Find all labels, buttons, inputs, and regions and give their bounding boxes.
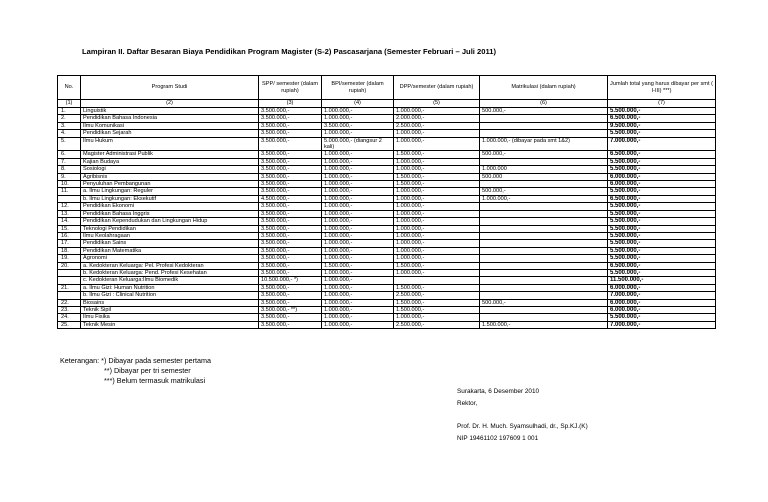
dpp-value: 1.000.000,- xyxy=(394,188,480,195)
signer-nip: NIP 19461102 197609 1 001 xyxy=(457,434,539,442)
matrikulasi-value xyxy=(480,247,608,254)
dpp-value: 1.000.000,- xyxy=(394,218,480,225)
total-value: 5.500.000,- xyxy=(608,247,716,254)
table-header-row xyxy=(58,76,716,100)
bpi-value: 1.000.000,- xyxy=(322,277,394,284)
row-no: 5. xyxy=(58,137,81,151)
program-name: Sosiologi xyxy=(81,166,259,173)
row-no xyxy=(58,277,81,284)
bpi-value: 1.000.000,- xyxy=(322,188,394,195)
matrikulasi-value xyxy=(480,203,608,210)
total-value: 5.500.000,- xyxy=(608,225,716,232)
index-cell: (6) xyxy=(480,100,608,108)
bpi-value: 1.000.000,- xyxy=(322,269,394,276)
dpp-value: 1.000.000,- xyxy=(394,130,480,137)
dpp-value xyxy=(394,277,480,284)
program-name: Agronomi xyxy=(81,255,259,262)
dpp-value: 1.500.000,- xyxy=(394,181,480,188)
dpp-value: 1.000.000,- xyxy=(394,269,480,276)
total-value: 6.500.000,- xyxy=(608,115,716,122)
signature-block xyxy=(457,386,588,444)
matrikulasi-value: 500.000,- xyxy=(480,108,608,115)
program-name: b. Kedokteran Keluarga: Pend. Profesi Kesehatan xyxy=(81,269,259,276)
program-name: Ilmu Fisika xyxy=(81,314,259,321)
spp-value: 3.500.000,- xyxy=(259,203,322,210)
program-name: Pendidikan Bahasa Inggris xyxy=(81,210,259,217)
table-row xyxy=(58,122,716,129)
total-value: 5.500.000,- xyxy=(608,158,716,165)
program-name: b. Ilmu Gizi : Clinical Nutrition xyxy=(81,292,259,299)
program-name: a. Ilmu Gizi: Human Nutrition xyxy=(81,284,259,291)
row-no: 14. xyxy=(58,218,81,225)
row-no: 8. xyxy=(58,166,81,173)
table-row xyxy=(58,203,716,210)
total-value: 5.500.000,- xyxy=(608,203,716,210)
dpp-value: 2.500.000,- xyxy=(394,292,480,299)
matrikulasi-value: 1.000.000,- (dibayar pada smt 1&2) xyxy=(480,137,608,151)
spp-value: 3.500.000,- xyxy=(259,218,322,225)
row-no: 24. xyxy=(58,314,81,321)
row-no: 13. xyxy=(58,210,81,217)
total-value: 9.500.000,- xyxy=(608,122,716,129)
program-name: c. Kedokteran Keluarga:Ilmu Biomedik xyxy=(81,277,259,284)
row-no xyxy=(58,269,81,276)
program-name: Ilmu Keolahragaan xyxy=(81,232,259,239)
dpp-value: 2.000.000,- xyxy=(394,115,480,122)
bpi-value: 1.000.000,- xyxy=(322,130,394,137)
fee-table xyxy=(57,75,716,329)
dpp-value: 1.500.000,- xyxy=(394,306,480,313)
table-row xyxy=(58,210,716,217)
dpp-value: 1.000.000,- xyxy=(394,247,480,254)
index-cell: (2) xyxy=(81,100,259,108)
dpp-value: 1.500.000,- xyxy=(394,151,480,158)
row-no: 21. xyxy=(58,284,81,291)
bpi-value: 1.000.000,- xyxy=(322,151,394,158)
notes-label: Keterangan: xyxy=(60,356,100,365)
table-row xyxy=(58,225,716,232)
table-row xyxy=(58,262,716,269)
spp-value: 3.500.000,- xyxy=(259,158,322,165)
bpi-value: 1.000.000,- xyxy=(322,115,394,122)
bpi-value: 1.500.000,- xyxy=(322,262,394,269)
bpi-value: 5.000.000,- (diangsur 2 kali) xyxy=(322,137,394,151)
row-no: 23. xyxy=(58,306,81,313)
dpp-value: 1.000.000,- xyxy=(394,232,480,239)
index-cell: (4) xyxy=(322,100,394,108)
spp-value: 3.500.000,- xyxy=(259,173,322,180)
spp-value: 3.500.000,- xyxy=(259,292,322,299)
dpp-value: 1.000.000,- xyxy=(394,255,480,262)
place-date: Surakarta, 6 Desember 2010 xyxy=(457,388,540,395)
table-row xyxy=(58,151,716,158)
spp-value: 3.500.000,- xyxy=(259,314,322,321)
table-row xyxy=(58,137,716,151)
spp-value: 3.500.000,- **) xyxy=(259,306,322,313)
header-no: No. xyxy=(58,76,81,100)
spp-value: 3.500.000,- xyxy=(259,255,322,262)
row-no: 20. xyxy=(58,262,81,269)
matrikulasi-value: 1.500.000,- xyxy=(480,321,608,328)
total-value: 5.500.000,- xyxy=(608,240,716,247)
program-name: Kajian Budaya xyxy=(81,158,259,165)
spp-value: 3.500.000,- xyxy=(259,137,322,151)
table-row xyxy=(58,218,716,225)
total-value: 5.500.000,- xyxy=(608,218,716,225)
table-row xyxy=(58,284,716,291)
row-no: 19. xyxy=(58,255,81,262)
header-dpp: DPP/semester (dalam rupiah) xyxy=(394,76,480,100)
index-cell: (1) xyxy=(58,100,81,108)
table-row xyxy=(58,158,716,165)
bpi-value: 1.000.000,- xyxy=(322,321,394,328)
total-value: 6.000.000,- xyxy=(608,299,716,306)
total-value: 11.500.000,- xyxy=(608,277,716,284)
program-name: Pendidikan Ekonomi xyxy=(81,203,259,210)
table-row xyxy=(58,247,716,254)
header-spp: SPP/ semester (dalam rupiah) xyxy=(259,76,322,100)
spp-value: 3.500.000,- xyxy=(259,210,322,217)
matrikulasi-value xyxy=(480,277,608,284)
bpi-value: 1.000.000,- xyxy=(322,210,394,217)
spp-value: 3.500.000,- xyxy=(259,321,322,328)
total-value: 5.500.000,- xyxy=(608,314,716,321)
bpi-value: 1.000.000,- xyxy=(322,247,394,254)
row-no: 10. xyxy=(58,181,81,188)
signer-name: Prof. Dr. H. Much. Syamsulhadi, dr., Sp.KJ.(K) xyxy=(457,423,588,430)
dpp-value: 1.500.000,- xyxy=(394,262,480,269)
total-value: 6.000.000,- xyxy=(608,173,716,180)
signer-role: Rektor, xyxy=(457,399,478,407)
total-value: 6.000.000,- xyxy=(608,306,716,313)
bpi-value: 1.000.000,- xyxy=(322,166,394,173)
matrikulasi-value xyxy=(480,232,608,239)
matrikulasi-value xyxy=(480,158,608,165)
row-no xyxy=(58,195,81,202)
total-value: 5.500.000,- xyxy=(608,232,716,239)
bpi-value: 1.000.000,- xyxy=(322,255,394,262)
matrikulasi-value: 500.000,- xyxy=(480,188,608,195)
row-no: 2. xyxy=(58,115,81,122)
table-row xyxy=(58,292,716,299)
header-program: Program Studi xyxy=(81,76,259,100)
dpp-value: 1.000.000,- xyxy=(394,203,480,210)
row-no: 3. xyxy=(58,122,81,129)
spp-value: 3.500.000,- xyxy=(259,166,322,173)
row-no xyxy=(58,292,81,299)
program-name: Linguistik xyxy=(81,108,259,115)
bpi-value: 1.000.000,- xyxy=(322,203,394,210)
matrikulasi-value xyxy=(480,130,608,137)
bpi-value: 1.000.000,- xyxy=(322,173,394,180)
total-value: 5.500.000,- xyxy=(608,166,716,173)
row-no: 6. xyxy=(58,151,81,158)
row-no: 1. xyxy=(58,108,81,115)
program-name: Pendidikan Sains xyxy=(81,240,259,247)
spp-value: 3.500.000,- xyxy=(259,122,322,129)
matrikulasi-value xyxy=(480,292,608,299)
table-row xyxy=(58,130,716,137)
row-no: 15. xyxy=(58,225,81,232)
spp-value: 3.500.000,- xyxy=(259,284,322,291)
header-total: Jumlah total yang harus dibayar per smt ( I-III) ***) xyxy=(608,76,716,100)
table-row xyxy=(58,321,716,328)
total-value: 7.000.000,- xyxy=(608,321,716,328)
row-no: 18. xyxy=(58,247,81,254)
total-value: 5.500.000,- xyxy=(608,210,716,217)
table-row xyxy=(58,108,716,115)
matrikulasi-value xyxy=(480,240,608,247)
program-name: Agribisnis xyxy=(81,173,259,180)
spp-value: 4.500.000,- xyxy=(259,195,322,202)
matrikulasi-value xyxy=(480,218,608,225)
header-matrikulasi: Matrikulasi (dalam rupiah) xyxy=(480,76,608,100)
note-3: ***) Belum termasuk matrikulasi xyxy=(104,376,206,385)
note-2: **) Dibayar per tri semester xyxy=(104,366,191,375)
spp-value: 3.500.000,- xyxy=(259,269,322,276)
note-1: *) Dibayar pada semester pertama xyxy=(101,356,212,365)
bpi-value: 1.000.000,- xyxy=(322,292,394,299)
matrikulasi-value xyxy=(480,284,608,291)
dpp-value: 1.000.000,- xyxy=(394,195,480,202)
matrikulasi-value xyxy=(480,181,608,188)
dpp-value: 1.000.000,- xyxy=(394,240,480,247)
row-no: 7. xyxy=(58,158,81,165)
program-name: Pendidikan Sejarah xyxy=(81,130,259,137)
total-value: 7.000.000,- xyxy=(608,292,716,299)
spp-value: 3.500.000,- xyxy=(259,115,322,122)
dpp-value: 1.500.000,- xyxy=(394,173,480,180)
total-value: 5.500.000,- xyxy=(608,188,716,195)
dpp-value: 1.000.000,- xyxy=(394,108,480,115)
program-name: Penyuluhan Pembangunan xyxy=(81,181,259,188)
matrikulasi-value xyxy=(480,225,608,232)
table-row xyxy=(58,173,716,180)
spp-value: 3.500.000,- xyxy=(259,188,322,195)
header-bpi: BPI/semester (dalam rupiah) xyxy=(322,76,394,100)
dpp-value: 1.000.000,- xyxy=(394,137,480,151)
spp-value: 3.500.000,- xyxy=(259,240,322,247)
dpp-value: 2.500.000,- xyxy=(394,122,480,129)
spp-value: 3.500.000,- xyxy=(259,247,322,254)
row-no: 11. xyxy=(58,188,81,195)
matrikulasi-value: 500.000,- xyxy=(480,299,608,306)
matrikulasi-value xyxy=(480,255,608,262)
bpi-value: 1.000.000,- xyxy=(322,181,394,188)
table-row xyxy=(58,232,716,239)
bpi-value: 1.000.000,- xyxy=(322,108,394,115)
spp-value: 3.500.000,- xyxy=(259,225,322,232)
dpp-value: 1.000.000,- xyxy=(394,210,480,217)
program-name: Teknik Sipil xyxy=(81,306,259,313)
spp-value: 10.500.000,- *) xyxy=(259,277,322,284)
table-row xyxy=(58,195,716,202)
row-no: 17. xyxy=(58,240,81,247)
total-value: 6.000.000,- xyxy=(608,181,716,188)
table-row xyxy=(58,299,716,306)
table-row xyxy=(58,306,716,313)
bpi-value: 1.000.000,- xyxy=(322,232,394,239)
program-name: a. Ilmu Lingkungan: Reguler xyxy=(81,188,259,195)
total-value: 6.500.000,- xyxy=(608,262,716,269)
matrikulasi-value: 1.000.000 xyxy=(480,166,608,173)
bpi-value: 1.000.000,- xyxy=(322,240,394,247)
total-value: 5.500.000,- xyxy=(608,130,716,137)
table-row xyxy=(58,314,716,321)
bpi-value: 1.000.000,- xyxy=(322,218,394,225)
total-value: 6.500.000,- xyxy=(608,151,716,158)
dpp-value: 1.500.000,- xyxy=(394,299,480,306)
total-value: 5.500.000,- xyxy=(608,255,716,262)
program-name: Magister Administrasi Publik xyxy=(81,151,259,158)
matrikulasi-value xyxy=(480,115,608,122)
program-name: Pendidikan Kependudukan dan Lingkungan Hidup xyxy=(81,218,259,225)
matrikulasi-value xyxy=(480,269,608,276)
row-no: 25. xyxy=(58,321,81,328)
table-row xyxy=(58,181,716,188)
dpp-value: 1.000.000,- xyxy=(394,225,480,232)
bpi-value: 1.000.000,- xyxy=(322,314,394,321)
dpp-value: 1.000.000,- xyxy=(394,158,480,165)
spp-value: 3.500.000,- xyxy=(259,299,322,306)
program-name: Pendidikan Matematika xyxy=(81,247,259,254)
row-no: 16. xyxy=(58,232,81,239)
matrikulasi-value: 1.000.000,- xyxy=(480,195,608,202)
program-name: a. Kedokteran Keluarga: Pel. Profesi Kedokteran xyxy=(81,262,259,269)
matrikulasi-value xyxy=(480,262,608,269)
index-cell: (5) xyxy=(394,100,480,108)
spp-value: 3.500.000,- xyxy=(259,262,322,269)
program-name: Teknologi Pendidikan xyxy=(81,225,259,232)
bpi-value: 1.000.000,- xyxy=(322,306,394,313)
total-value: 5.500.000,- xyxy=(608,108,716,115)
table-row xyxy=(58,277,716,284)
dpp-value: 1.000.000,- xyxy=(394,314,480,321)
matrikulasi-value: 500.000,- xyxy=(480,151,608,158)
spp-value: 3.500.000,- xyxy=(259,232,322,239)
index-cell: (7) xyxy=(608,100,716,108)
total-value: 6.500.000,- xyxy=(608,195,716,202)
dpp-value: 1.000.000,- xyxy=(394,166,480,173)
program-name: b. Ilmu Lingkungan: Eksekutif xyxy=(81,195,259,202)
column-index-row xyxy=(58,100,716,108)
program-name: Pendidikan Bahasa Indonesia xyxy=(81,115,259,122)
table-row xyxy=(58,269,716,276)
table-row xyxy=(58,166,716,173)
bpi-value: 3.500.000,- xyxy=(322,122,394,129)
matrikulasi-value xyxy=(480,122,608,129)
table-row xyxy=(58,188,716,195)
row-no: 4. xyxy=(58,130,81,137)
total-value: 7.000.000,- xyxy=(608,137,716,151)
table-body xyxy=(58,108,716,329)
notes xyxy=(60,356,211,386)
dpp-value: 1.500.000,- xyxy=(394,284,480,291)
bpi-value: 1.000.000,- xyxy=(322,225,394,232)
row-no: 9. xyxy=(58,173,81,180)
spp-value: 3.500.000,- xyxy=(259,108,322,115)
table-row xyxy=(58,115,716,122)
spp-value: 3.500.000,- xyxy=(259,181,322,188)
total-value: 5.500.000,- xyxy=(608,269,716,276)
matrikulasi-value xyxy=(480,314,608,321)
bpi-value: 1.000.000,- xyxy=(322,158,394,165)
bpi-value: 1.000.000,- xyxy=(322,284,394,291)
table-row xyxy=(58,255,716,262)
bpi-value: 1.000.000,- xyxy=(322,195,394,202)
spp-value: 3.500.000,- xyxy=(259,130,322,137)
matrikulasi-value xyxy=(480,210,608,217)
table-row xyxy=(58,240,716,247)
program-name: Teknik Mesin xyxy=(81,321,259,328)
row-no: 12. xyxy=(58,203,81,210)
program-name: Ilmu Komunikasi xyxy=(81,122,259,129)
program-name: Ilmu Hukum xyxy=(81,137,259,151)
document-title: Lampiran II. Daftar Besaran Biaya Pendidikan Program Magister (S-2) Pascasarjana (Semester Februari – Juli 2011) xyxy=(82,47,497,56)
program-name: Biosains xyxy=(81,299,259,306)
matrikulasi-value: 500.000 xyxy=(480,173,608,180)
dpp-value: 2.500.000,- xyxy=(394,321,480,328)
row-no: 22. xyxy=(58,299,81,306)
bpi-value: 1.000.000,- xyxy=(322,299,394,306)
index-cell: (3) xyxy=(259,100,322,108)
matrikulasi-value xyxy=(480,306,608,313)
spp-value: 3.500.000,- xyxy=(259,151,322,158)
total-value: 6.000.000,- xyxy=(608,284,716,291)
